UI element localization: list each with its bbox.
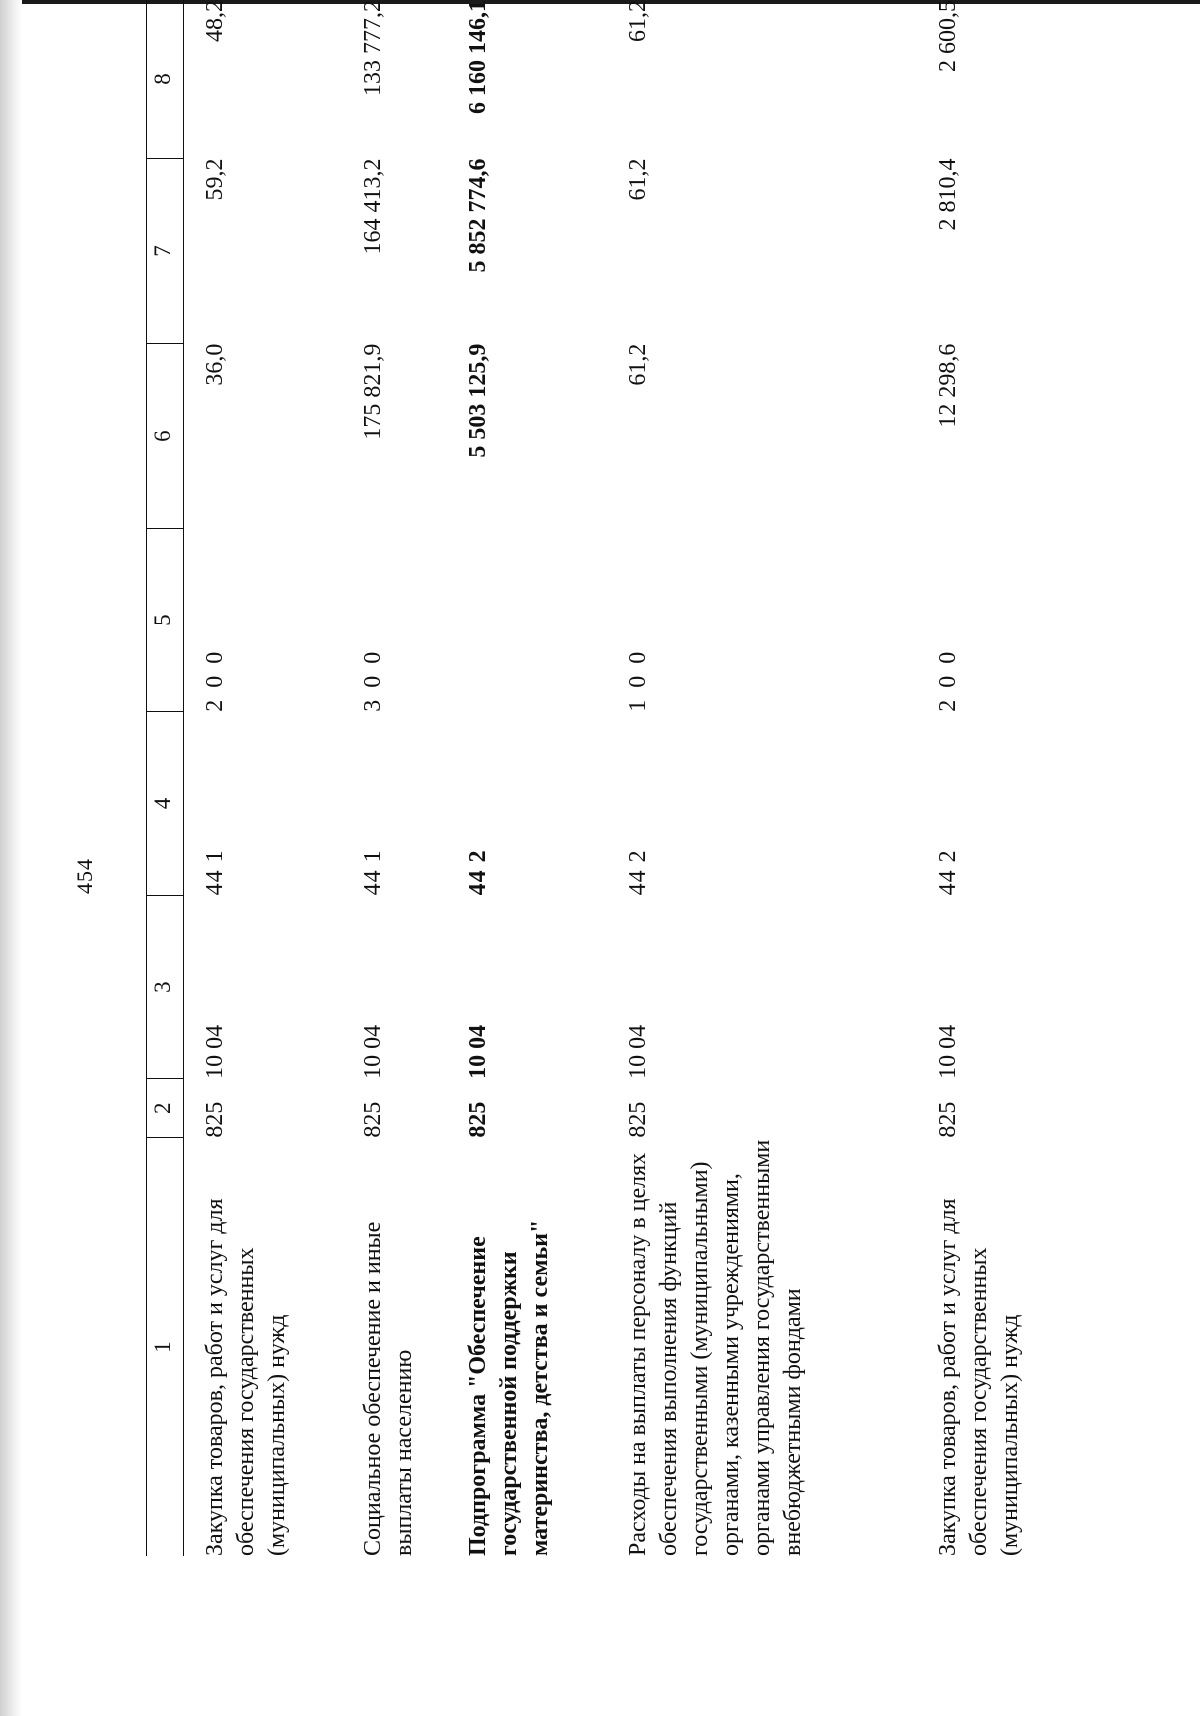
header-col-1: 1 bbox=[147, 1138, 184, 1556]
row-value-6: 61,2 bbox=[625, 343, 651, 386]
row-expense-type: 2 0 0 bbox=[202, 648, 228, 712]
row-code: 825 bbox=[935, 1101, 961, 1138]
table-row-subprogram bbox=[453, 0, 613, 1556]
row-expense-type: 3 0 0 bbox=[360, 648, 386, 712]
header-col-3: 3 bbox=[147, 895, 184, 1079]
row-target: 44 2 bbox=[935, 849, 961, 896]
row-value-6: 12 298,6 bbox=[935, 343, 961, 428]
header-col-7: 7 bbox=[147, 159, 184, 344]
row-value-8: 6 160 146,1 bbox=[465, 0, 491, 114]
row-value-7: 59,2 bbox=[202, 158, 228, 201]
row-section: 10 04 bbox=[360, 1024, 386, 1079]
row-section: 10 04 bbox=[935, 1024, 961, 1079]
row-value-7: 61,2 bbox=[625, 158, 651, 201]
row-name: Закупка товаров, работ и услуг для обеспечения государственных (муниципальных) нужд bbox=[202, 1198, 290, 1556]
table-row bbox=[613, 0, 923, 1556]
row-expense-type: 1 0 0 bbox=[625, 648, 651, 712]
row-value-8: 2 600,5 bbox=[935, 0, 961, 72]
row-value-6: 5 503 125,9 bbox=[465, 343, 491, 458]
row-value-7: 164 413,2 bbox=[360, 158, 386, 255]
table-row bbox=[348, 0, 453, 1556]
row-value-8: 133 777,2 bbox=[360, 0, 386, 96]
row-code: 825 bbox=[360, 1101, 386, 1138]
row-expense-type bbox=[453, 529, 613, 712]
row-expense-type: 2 0 0 bbox=[935, 648, 961, 712]
row-code: 825 bbox=[202, 1101, 228, 1138]
row-name: Закупка товаров, работ и услуг для обеспечения государственных (муниципальных) нужд bbox=[935, 1198, 1023, 1556]
row-value-8: 48,2 bbox=[202, 0, 228, 42]
header-col-5: 5 bbox=[147, 529, 184, 712]
header-col-4: 4 bbox=[147, 712, 184, 896]
row-value-7: 5 852 774,6 bbox=[465, 158, 491, 273]
row-value-8: 61,2 bbox=[625, 0, 651, 42]
row-value-7: 2 810,4 bbox=[935, 158, 961, 231]
table-row bbox=[184, 0, 349, 1556]
header-col-8: 8 bbox=[147, 0, 184, 159]
row-value-6: 36,0 bbox=[202, 343, 228, 386]
row-section: 10 04 bbox=[625, 1024, 651, 1079]
row-target: 44 1 bbox=[360, 849, 386, 896]
row-name: Социальное обеспечение и иные выплаты населению bbox=[360, 1221, 417, 1556]
row-target: 44 2 bbox=[465, 849, 491, 896]
header-col-6: 6 bbox=[147, 344, 184, 529]
row-target: 44 2 bbox=[625, 849, 651, 896]
row-name: Расходы на выплаты персоналу в целях обеспечения выполнения функций государственными (муниципальными) органами, казенными учреждениями, органами управления государственными внебюджетными фондами bbox=[625, 1139, 806, 1556]
row-code: 825 bbox=[465, 1101, 491, 1138]
row-section: 10 04 bbox=[202, 1024, 228, 1079]
budget-table bbox=[146, 0, 1073, 1556]
row-value-6: 175 821,9 bbox=[360, 343, 386, 440]
header-row bbox=[147, 0, 184, 1556]
table-row bbox=[923, 0, 1073, 1556]
page-number: 454 bbox=[72, 858, 97, 894]
row-target: 44 1 bbox=[202, 849, 228, 896]
row-section: 10 04 bbox=[465, 1024, 491, 1079]
row-code: 825 bbox=[625, 1101, 651, 1138]
row-name: Подпрограмма "Обеспечение государственной поддержки материнства, детства и семьи" bbox=[465, 1219, 553, 1556]
header-col-2: 2 bbox=[147, 1079, 184, 1138]
